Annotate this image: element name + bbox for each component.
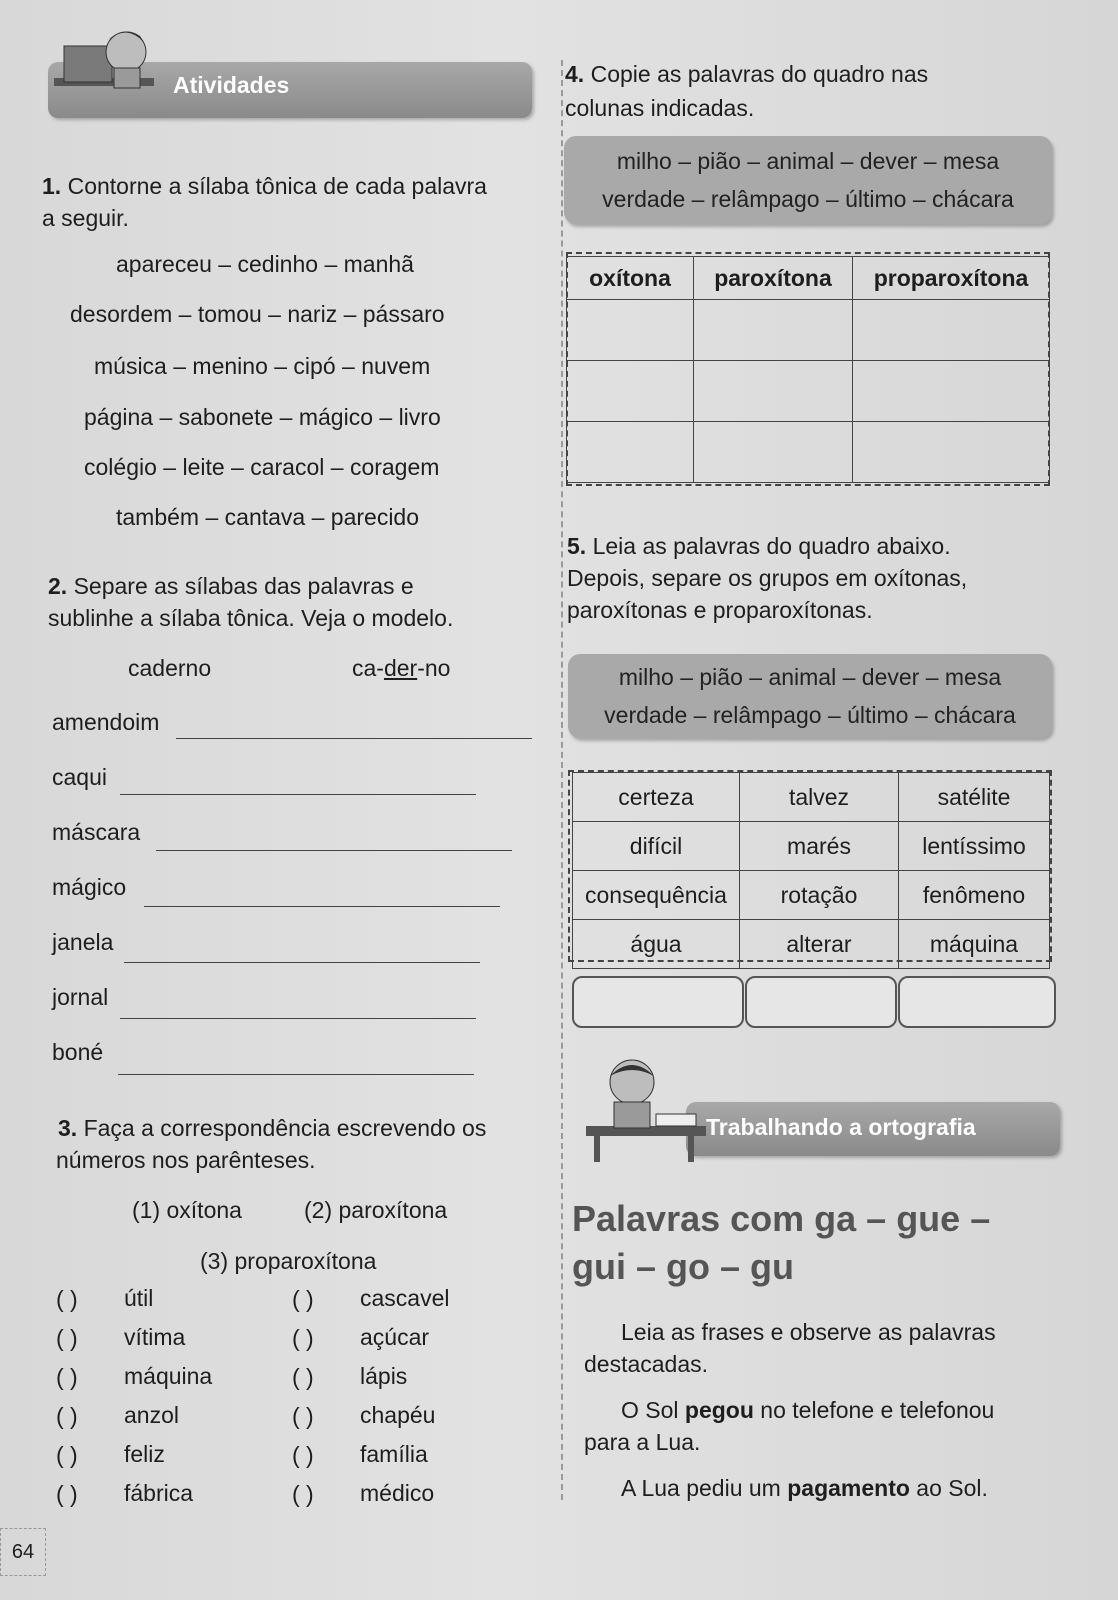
- q5-prompt: [567, 530, 951, 562]
- q5-table-row: [573, 920, 1050, 969]
- q2-word-label: janela: [52, 929, 114, 955]
- q2-answer-line[interactable]: [176, 712, 532, 739]
- q4-answer-cell[interactable]: [853, 361, 1050, 422]
- q4-number: 4.: [565, 61, 585, 87]
- q4-word-box-line2: verdade – relâmpago – último – chácara: [602, 186, 1014, 212]
- q3-answer-parentheses[interactable]: ( ): [292, 1403, 314, 1429]
- q3-option-paroxitona: (2) paroxítona: [304, 1197, 448, 1223]
- page-number: 64: [0, 1528, 46, 1576]
- q5-table-cell: fenômeno: [899, 871, 1050, 920]
- q2-word-label: amendoim: [52, 709, 160, 735]
- q3-word: útil: [124, 1285, 154, 1311]
- q4-answer-cell[interactable]: [567, 422, 694, 483]
- q3-answer-parentheses[interactable]: ( ): [56, 1286, 78, 1312]
- q3-prompt: [58, 1112, 486, 1144]
- q5-number: 5.: [567, 533, 587, 559]
- q2-word-label: máscara: [52, 819, 141, 845]
- column-divider: [561, 60, 563, 1500]
- sentence-1: [621, 1394, 994, 1426]
- q5-answer-box[interactable]: [572, 976, 744, 1028]
- q5-word-box-line1: milho – pião – animal – dever – mesa: [618, 664, 1002, 690]
- q2-word-label: caqui: [52, 764, 107, 790]
- q3-answer-parentheses[interactable]: ( ): [56, 1364, 78, 1390]
- q5-table-cell: alterar: [740, 920, 899, 969]
- highlighted-word-pagamento: pagamento: [787, 1475, 910, 1501]
- q1-word-row: colégio – leite – caracol – coragem: [84, 454, 440, 480]
- sentence-1-line2: para a Lua.: [584, 1429, 701, 1455]
- q2-model-word: caderno: [128, 655, 212, 681]
- q3-word: máquina: [124, 1363, 213, 1389]
- q3-word: vítima: [124, 1324, 186, 1350]
- q3-word: fábrica: [124, 1480, 194, 1506]
- q5-table-row: [573, 871, 1050, 920]
- q3-text-line2: números nos parênteses.: [56, 1147, 316, 1173]
- q3-answer-parentheses[interactable]: ( ): [292, 1325, 314, 1351]
- q2-text-line1: Separe as sílabas das palavras e: [73, 573, 414, 599]
- q1-word-row: música – menino – cipó – nuvem: [94, 353, 431, 379]
- q3-answer-parentheses[interactable]: ( ): [292, 1442, 314, 1468]
- orthography-banner-title: Trabalhando a ortografia: [706, 1114, 976, 1140]
- q5-table-cell: água: [573, 920, 740, 969]
- q3-word: lápis: [360, 1363, 408, 1389]
- q4-answer-cell[interactable]: [694, 361, 853, 422]
- q1-number: 1.: [42, 173, 62, 199]
- sentence-1-text: O Sol: [621, 1397, 685, 1423]
- q4-answer-cell[interactable]: [567, 361, 694, 422]
- sentence-1-text: no telefone e telefonou: [753, 1397, 995, 1423]
- section-heading-line2: gui – go – gu: [572, 1246, 794, 1287]
- intro-line2: destacadas.: [584, 1351, 709, 1377]
- q5-text-line3: paroxítonas e proparoxítonas.: [567, 597, 873, 623]
- q5-table-row: [573, 773, 1050, 822]
- q5-table-cell: difícil: [573, 822, 740, 871]
- q2-answer-line[interactable]: [118, 1048, 474, 1075]
- q3-word: feliz: [124, 1441, 165, 1467]
- q5-answer-box[interactable]: [898, 976, 1056, 1028]
- q4-header-oxitona: oxítona: [567, 257, 694, 300]
- q1-word-row: também – cantava – parecido: [116, 504, 420, 530]
- sentence-2-text: ao Sol.: [909, 1475, 988, 1501]
- q2-model-tonic-syllable: der: [383, 655, 418, 681]
- q2-answer-line[interactable]: [144, 880, 500, 907]
- q2-answer-line[interactable]: [120, 768, 476, 795]
- q3-answer-parentheses[interactable]: ( ): [292, 1481, 314, 1507]
- q5-table-cell: satélite: [899, 773, 1050, 822]
- q5-text-line1: Leia as palavras do quadro abaixo.: [592, 533, 951, 559]
- q1-word-row: apareceu – cedinho – manhã: [116, 251, 414, 277]
- q3-option-proparoxitona: (3) proparoxítona: [200, 1248, 377, 1274]
- q5-word-box: [568, 654, 1052, 738]
- q4-text-line2: colunas indicadas.: [565, 95, 755, 121]
- q5-text-line2: Depois, separe os grupos em oxítonas,: [567, 565, 968, 591]
- q3-word: anzol: [124, 1402, 179, 1428]
- q2-prompt: [48, 570, 414, 602]
- q4-text-line1: Copie as palavras do quadro nas: [590, 61, 929, 87]
- q3-answer-parentheses[interactable]: ( ): [56, 1442, 78, 1468]
- q5-table-cell: consequência: [573, 871, 740, 920]
- q2-number: 2.: [48, 573, 68, 599]
- orthography-banner: [686, 1102, 1060, 1156]
- q3-word: família: [360, 1441, 428, 1467]
- q4-word-box: [564, 136, 1052, 224]
- q5-answer-box[interactable]: [745, 976, 897, 1028]
- q3-answer-parentheses[interactable]: ( ): [292, 1286, 314, 1312]
- q3-word: médico: [360, 1480, 435, 1506]
- q1-text-line2: a seguir.: [42, 205, 129, 231]
- q3-word: chapéu: [360, 1402, 436, 1428]
- q3-answer-parentheses[interactable]: ( ): [56, 1403, 78, 1429]
- q5-table-row: [573, 822, 1050, 871]
- q2-text-line2: sublinhe a sílaba tônica. Veja o modelo.: [48, 605, 454, 631]
- q4-prompt: [565, 58, 928, 90]
- q4-answer-cell[interactable]: [694, 300, 853, 361]
- q4-word-box-line1: milho – pião – animal – dever – mesa: [616, 148, 1000, 174]
- q5-table-cell: rotação: [740, 871, 899, 920]
- q5-table-cell: lentíssimo: [899, 822, 1050, 871]
- q3-answer-parentheses[interactable]: ( ): [56, 1325, 78, 1351]
- q1-word-row: desordem – tomou – nariz – pássaro: [70, 301, 445, 327]
- q4-answer-cell[interactable]: [853, 300, 1050, 361]
- q5-table-cell: máquina: [899, 920, 1050, 969]
- q5-word-table: [572, 772, 1050, 969]
- sentence-2-text: A Lua pediu um: [621, 1475, 788, 1501]
- q1-prompt: [42, 170, 487, 202]
- q3-answer-parentheses[interactable]: ( ): [56, 1481, 78, 1507]
- section-heading-line1: Palavras com ga – gue –: [572, 1198, 991, 1239]
- q3-answer-parentheses[interactable]: ( ): [292, 1364, 314, 1390]
- q2-model-answer: [352, 652, 450, 684]
- intro-line1: Leia as frases e observe as palavras: [621, 1319, 996, 1345]
- q5-word-box-line2: verdade – relâmpago – último – chácara: [604, 702, 1016, 728]
- q3-option-oxitona: (1) oxítona: [132, 1197, 242, 1223]
- q2-word-label: mágico: [52, 874, 127, 900]
- q2-model-syllable: -no: [417, 655, 451, 681]
- q4-answer-cell[interactable]: [567, 300, 694, 361]
- q4-answer-cell[interactable]: [853, 422, 1050, 483]
- q2-answer-line[interactable]: [124, 936, 480, 963]
- q5-table-cell: certeza: [573, 773, 740, 822]
- highlighted-word-pegou: pegou: [684, 1397, 754, 1423]
- q3-number: 3.: [58, 1115, 78, 1141]
- q2-answer-line[interactable]: [120, 992, 476, 1019]
- q4-answer-cell[interactable]: [694, 422, 853, 483]
- q4-answer-table: [566, 256, 1050, 483]
- q3-word: açúcar: [360, 1324, 430, 1350]
- q4-header-proparoxitona: proparoxítona: [853, 257, 1050, 300]
- q3-text-line1: Faça a correspondência escrevendo os: [83, 1115, 487, 1141]
- q4-header-paroxitona: paroxítona: [694, 257, 853, 300]
- q2-word-label: boné: [52, 1039, 104, 1065]
- q5-table-cell: marés: [740, 822, 899, 871]
- q2-word-label: jornal: [52, 984, 109, 1010]
- q3-word: cascavel: [360, 1285, 450, 1311]
- q1-text-line1: Contorne a sílaba tônica de cada palavra: [67, 173, 487, 199]
- q1-word-row: página – sabonete – mágico – livro: [84, 404, 441, 430]
- activities-banner-title: Atividades: [173, 72, 290, 98]
- boy-reading-illustration: [44, 18, 164, 108]
- q5-table-cell: talvez: [740, 773, 899, 822]
- boy-writing-illustration: [576, 1056, 716, 1166]
- q2-answer-line[interactable]: [156, 824, 512, 851]
- sentence-2: [621, 1472, 988, 1504]
- q2-model-syllable: ca-: [352, 655, 384, 681]
